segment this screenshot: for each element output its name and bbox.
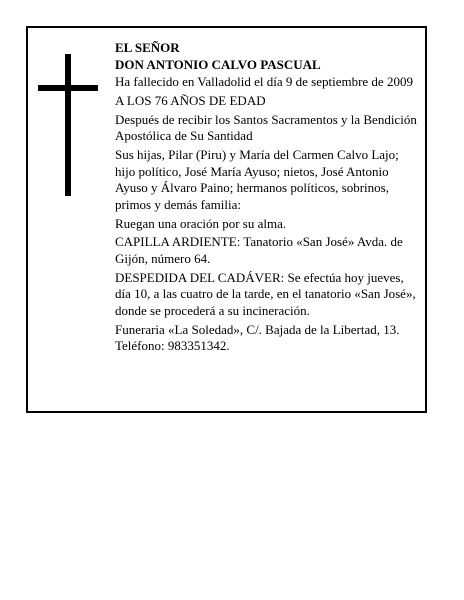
- deceased-name: DON ANTONIO CALVO PASCUAL: [115, 57, 321, 73]
- death-statement: Ha fallecido en Valladolid el día 9 de septiembre de 2009: [115, 74, 413, 90]
- obituary-text: [115, 40, 420, 357]
- prayer-request: Ruegan una oración por su alma.: [115, 215, 287, 231]
- chapel-information: CAPILLA ARDIENTE: Tanatorio «San José» Avda. de Gijón, número 64.: [115, 234, 403, 267]
- age-line: A LOS 76 AÑOS DE EDAD: [115, 92, 266, 108]
- sacraments-paragraph: Después de recibir los Santos Sacramentos y la Bendición Apostólica de Su Santidad: [115, 111, 417, 144]
- latin-cross-icon: [38, 54, 98, 196]
- funeral-home-information: Funeraria «La Soledad», C/. Bajada de la Libertad, 13. Teléfono: 983351342.: [115, 321, 400, 354]
- funeral-procession-information: DESPEDIDA DEL CADÁVER: Se efectúa hoy jueves, día 10, a las cuatro de la tarde, en el tanatorio «San José», donde se procederá a su incineración.: [115, 269, 416, 319]
- family-paragraph: Sus hijas, Pilar (Piru) y María del Carmen Calvo Lajo; hijo político, José María Ayuso; nietos, José Antonio Ayuso y Álvaro Paino; hermanos políticos, sobrinos, primos y demás familia:: [115, 147, 399, 212]
- cross-vertical-bar: [65, 54, 71, 196]
- cross-horizontal-bar: [38, 85, 98, 91]
- honorific-title: EL SEÑOR: [115, 40, 180, 55]
